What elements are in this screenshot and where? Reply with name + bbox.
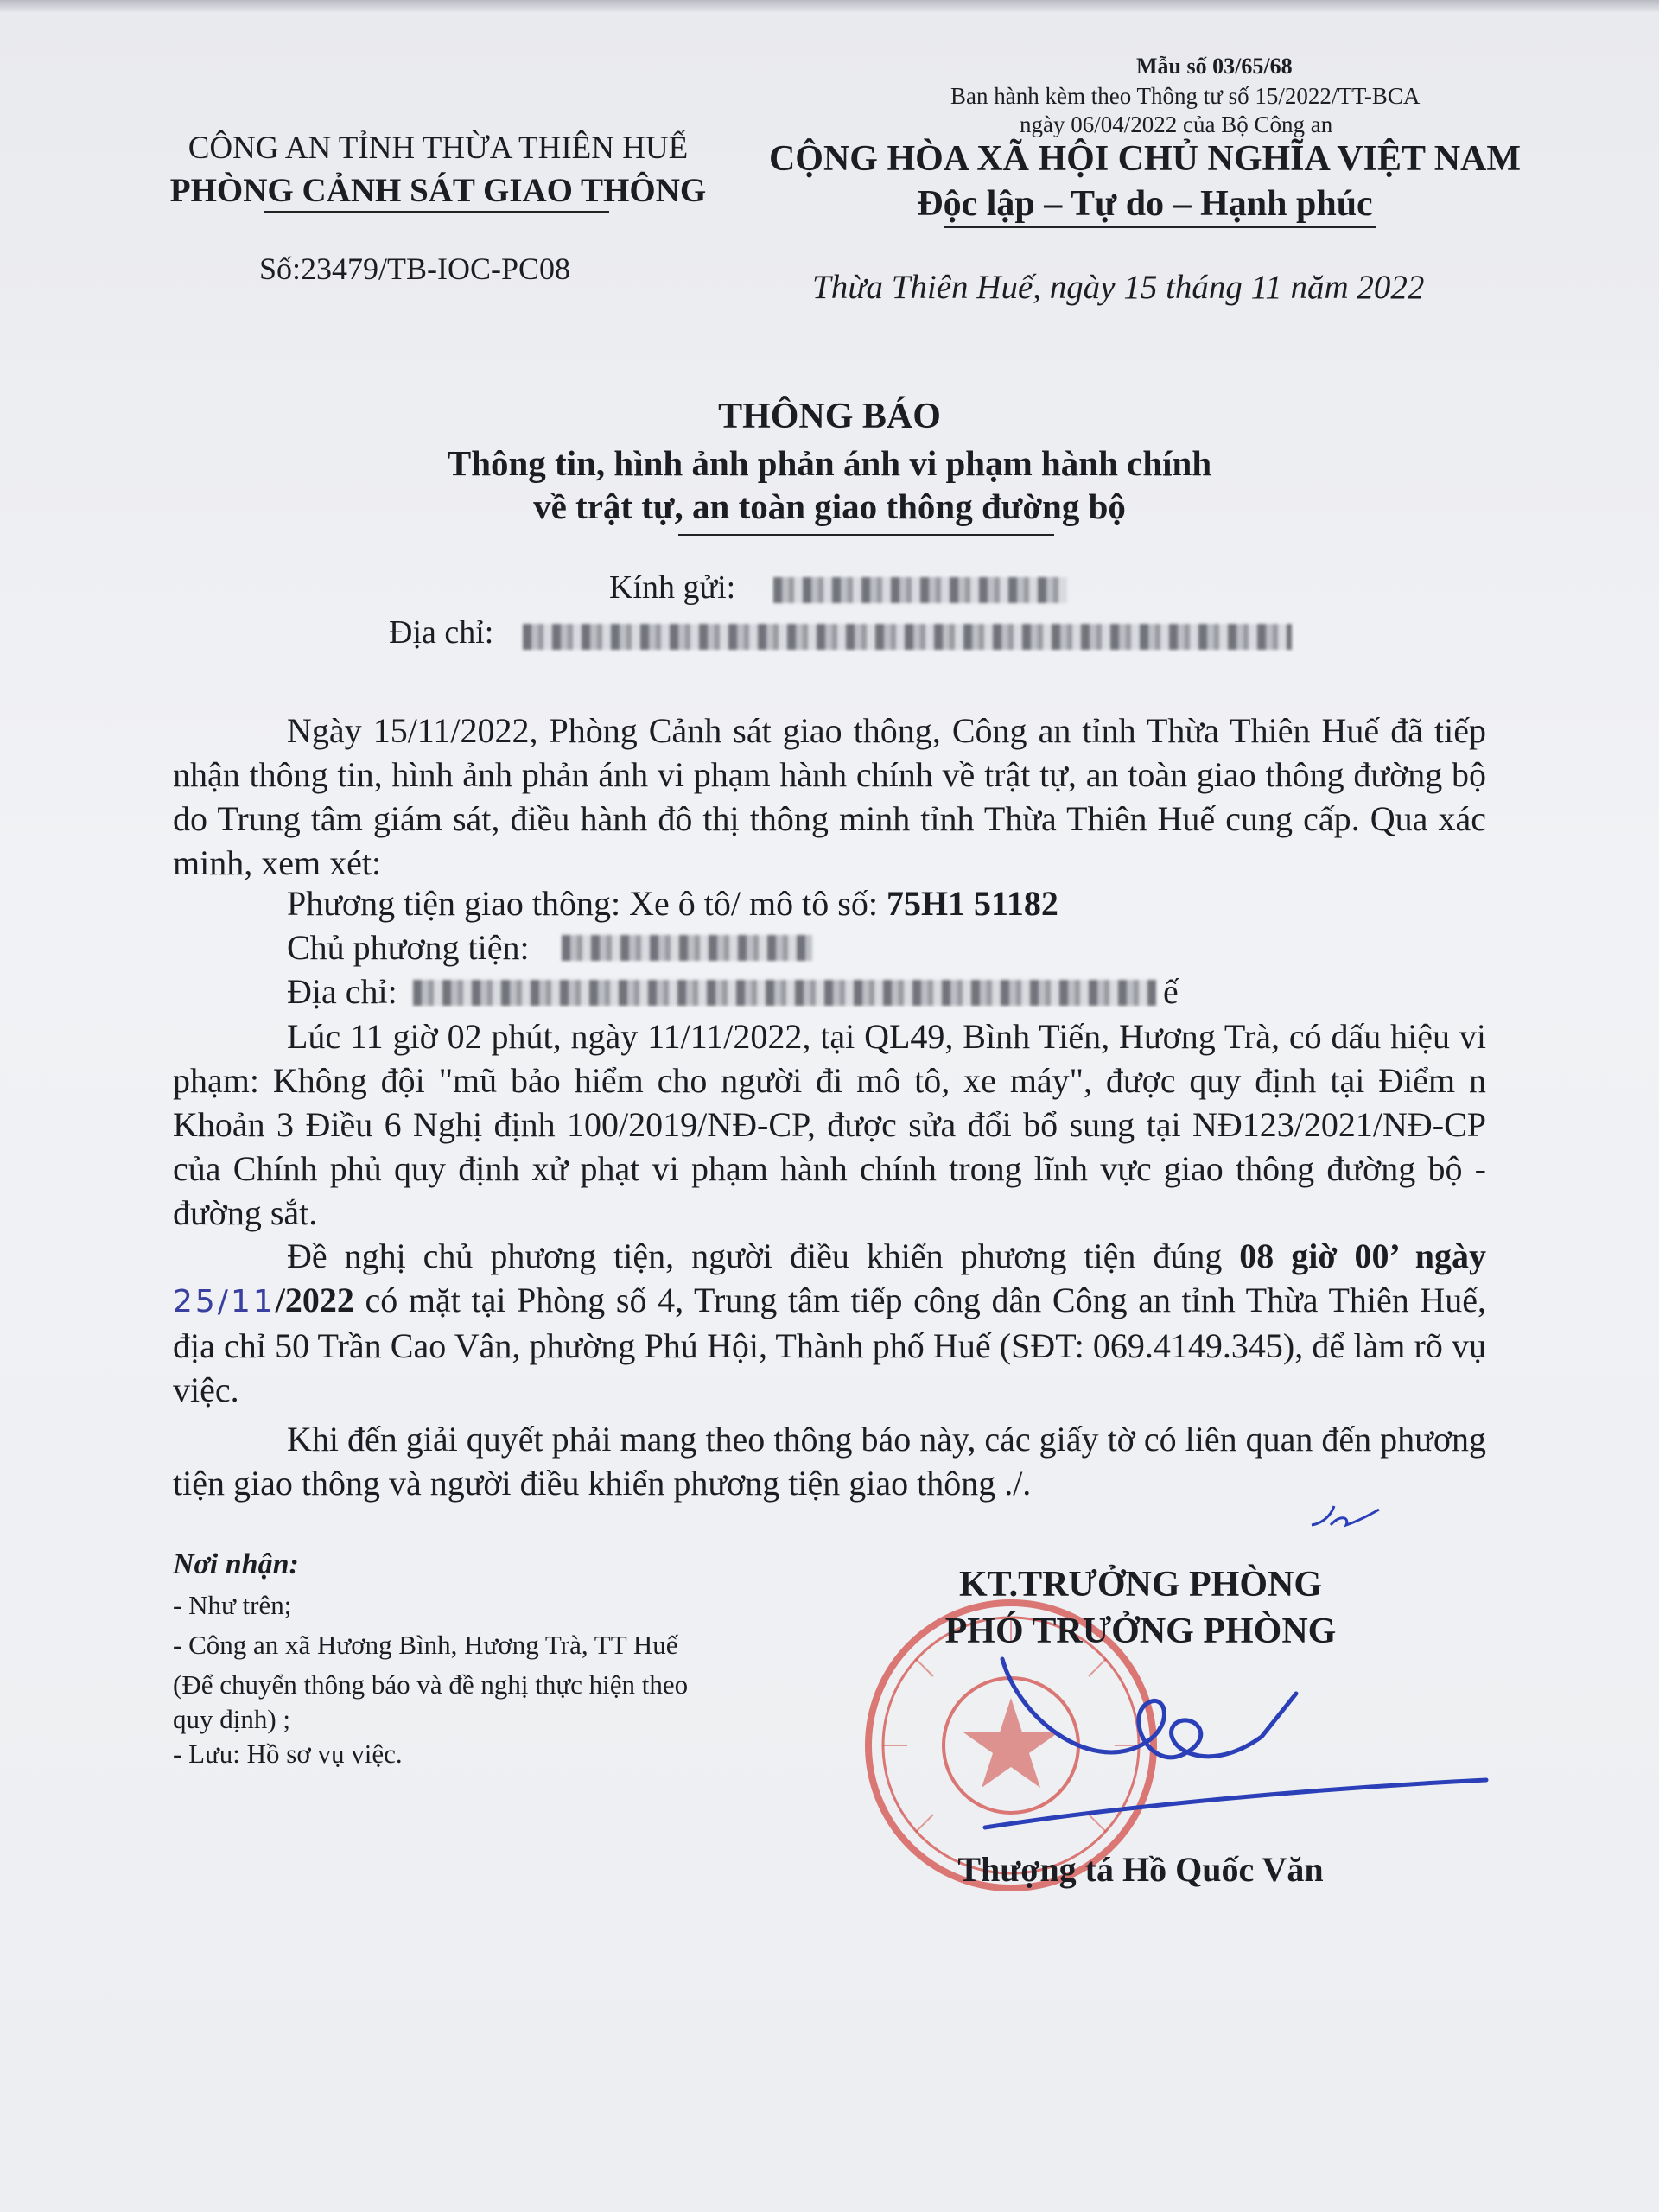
vehicle-field <box>287 883 1058 924</box>
recipient-item: quy định) ; <box>173 1704 291 1734</box>
owner-address-label: Địa chỉ: <box>287 972 397 1011</box>
owner-address-tail: ế <box>1163 972 1179 1011</box>
recipient-address-label: Địa chỉ: <box>389 614 494 651</box>
agency-name: CÔNG AN TỈNH THỪA THIÊN HUẾ <box>188 130 689 166</box>
motto-underline <box>944 226 1376 228</box>
document-subtitle-1: Thông tin, hình ảnh phản ánh vi phạm hành chính <box>447 443 1212 483</box>
vehicle-label: Phương tiện giao thông: Xe ô tô/ mô tô số: <box>287 884 878 923</box>
date-line: Thừa Thiên Huế, ngày 15 tháng 11 năm 2022 <box>812 269 1425 306</box>
recipient-item: - Như trên; <box>173 1590 292 1620</box>
document-title: THÔNG BÁO <box>718 397 941 436</box>
redacted-owner-name <box>562 935 812 961</box>
handwritten-date: 25/11 <box>173 1284 276 1319</box>
recipient-item: - Công an xã Hương Bình, Hương Trà, TT Huế <box>173 1630 678 1660</box>
title-underline <box>678 534 1054 536</box>
summons-text-start: Đề nghị chủ phương tiện, người điều khiển phương tiện đúng <box>287 1236 1223 1275</box>
redacted-recipient-name <box>773 577 1067 603</box>
national-motto: Độc lập – Tự do – Hạnh phúc <box>917 184 1373 224</box>
signatory-title-2: PHÓ TRƯỞNG PHÒNG <box>944 1611 1337 1651</box>
recipient-item: (Để chuyển thông báo và đề nghị thực hiện theo <box>173 1669 689 1700</box>
summons-year: /2022 <box>275 1281 354 1319</box>
summons-time: 08 giờ 00’ ngày <box>1239 1236 1487 1275</box>
form-reference-line2: ngày 06/04/2022 của Bộ Công an <box>1020 111 1333 137</box>
handwritten-initial-mark <box>1305 1491 1382 1542</box>
vehicle-plate: 75H1 51182 <box>886 884 1058 923</box>
signatory-name: Thượng tá Hồ Quốc Văn <box>957 1850 1324 1889</box>
owner-address-field <box>287 971 397 1012</box>
form-number: Mẫu số 03/65/68 <box>1136 54 1293 79</box>
handwritten-signature <box>950 1642 1503 1849</box>
redacted-recipient-address <box>523 624 1292 650</box>
page-top-edge <box>0 0 1659 12</box>
recipient-item: - Lưu: Hồ sơ vụ việc. <box>173 1738 403 1769</box>
form-reference-line1: Ban hành kèm theo Thông tư số 15/2022/TT-BCA <box>950 83 1421 109</box>
redacted-owner-address <box>413 980 1156 1006</box>
summons-text-rest: có mặt tại Phòng số 4, Trung tâm tiếp công dân Công an tỉnh Thừa Thiên Huế, địa chỉ 50 Trần Cao Vân, phường Phú Hội, Thành phố Huế (SĐT: 069.4149.345), để làm rõ vụ việc. <box>173 1281 1486 1409</box>
violation-paragraph: Lúc 11 giờ 02 phút, ngày 11/11/2022, tại QL49, Bình Tiến, Hương Trà, có dấu hiệu vi phạm: Không đội "mũ bảo hiểm cho người đi mô tô, xe máy", được quy định tại Điểm n Khoản 3 Điều 6 Nghị định 100/2019/NĐ-CP, được sửa đổi bổ sung tại NĐ123/2021/NĐ-CP của Chính phủ quy định xử phạt vi phạm hành chính trong lĩnh vực giao thông đường bộ - đường sắt. <box>173 1017 1486 1232</box>
agency-underline <box>264 211 609 213</box>
owner-label: Chủ phương tiện: <box>287 928 530 967</box>
intro-paragraph: Ngày 15/11/2022, Phòng Cảnh sát giao thông, Công an tỉnh Thừa Thiên Huế đã tiếp nhận thông tin, hình ảnh phản ánh vi phạm hành chính về trật tự, an toàn giao thông đường bộ do Trung tâm giám sát, điều hành đô thị thông minh tỉnh Thừa Thiên Huế cung cấp. Qua xác minh, xem xét: <box>173 711 1486 882</box>
recipient-label: Kính gửi: <box>609 569 736 606</box>
summons-paragraph <box>173 1234 1486 1412</box>
owner-field <box>287 927 530 968</box>
nation-title: CỘNG HÒA XÃ HỘI CHỦ NGHĨA VIỆT NAM <box>768 139 1522 179</box>
document-subtitle-2: về trật tự, an toàn giao thông đường bộ <box>533 486 1126 526</box>
closing-paragraph: Khi đến giải quyết phải mang theo thông báo này, các giấy tờ có liên quan đến phương tiện giao thông và người điều khiển phương tiện giao thông ./. <box>173 1420 1486 1503</box>
document-number: Số:23479/TB-IOC-PC08 <box>259 251 571 286</box>
signatory-title-1: KT.TRƯỞNG PHÒNG <box>959 1565 1322 1605</box>
department-name: PHÒNG CẢNH SÁT GIAO THÔNG <box>169 172 707 209</box>
recipients-title: Nơi nhận: <box>173 1548 299 1580</box>
